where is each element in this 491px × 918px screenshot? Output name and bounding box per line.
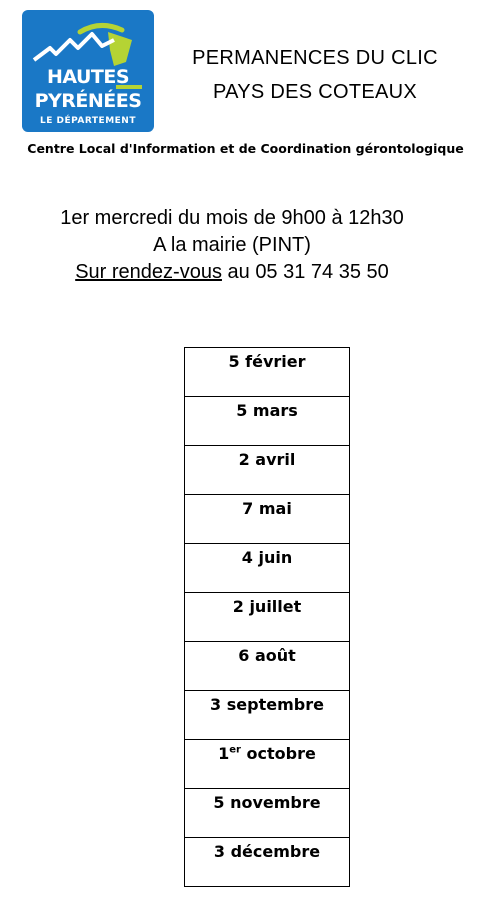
page-title-line-2: PAYS DES COTEAUX xyxy=(212,81,418,103)
date-cell: 6 août xyxy=(185,642,350,691)
date-ordinal: er xyxy=(229,744,241,756)
dates-table xyxy=(184,347,350,887)
logo-line-2: PYRÉNÉES xyxy=(34,90,142,112)
page-subtitle: Centre Local d'Information et de Coordination gérontologique xyxy=(27,141,464,156)
location-text: A la mairie (PINT) xyxy=(153,234,311,256)
date-cell: 5 novembre xyxy=(185,789,350,838)
page-title-line-1: PERMANENCES DU CLIC xyxy=(192,47,438,69)
date-cell: 2 avril xyxy=(185,446,350,495)
hautes-pyrenees-logo xyxy=(22,10,154,132)
date-cell: 4 juin xyxy=(185,544,350,593)
date-day: 1 xyxy=(218,744,230,763)
appointment-text xyxy=(0,261,464,284)
schedule-text: 1er mercredi du mois de 9h00 à 12h30 xyxy=(60,207,404,229)
date-cell: 5 mars xyxy=(185,397,350,446)
appointment-label: Sur rendez-vous xyxy=(75,261,222,283)
date-cell: 7 mai xyxy=(185,495,350,544)
logo-line-1: HAUTES xyxy=(46,66,130,88)
date-month: octobre xyxy=(240,744,316,763)
date-cell: 2 juillet xyxy=(185,593,350,642)
date-cell xyxy=(185,740,350,789)
logo-line-3: LE DÉPARTEMENT xyxy=(40,116,136,126)
date-cell: 5 février xyxy=(185,348,350,397)
date-cell: 3 septembre xyxy=(185,691,350,740)
phone-number: au 05 31 74 35 50 xyxy=(221,261,389,283)
date-cell: 3 décembre xyxy=(185,838,350,887)
